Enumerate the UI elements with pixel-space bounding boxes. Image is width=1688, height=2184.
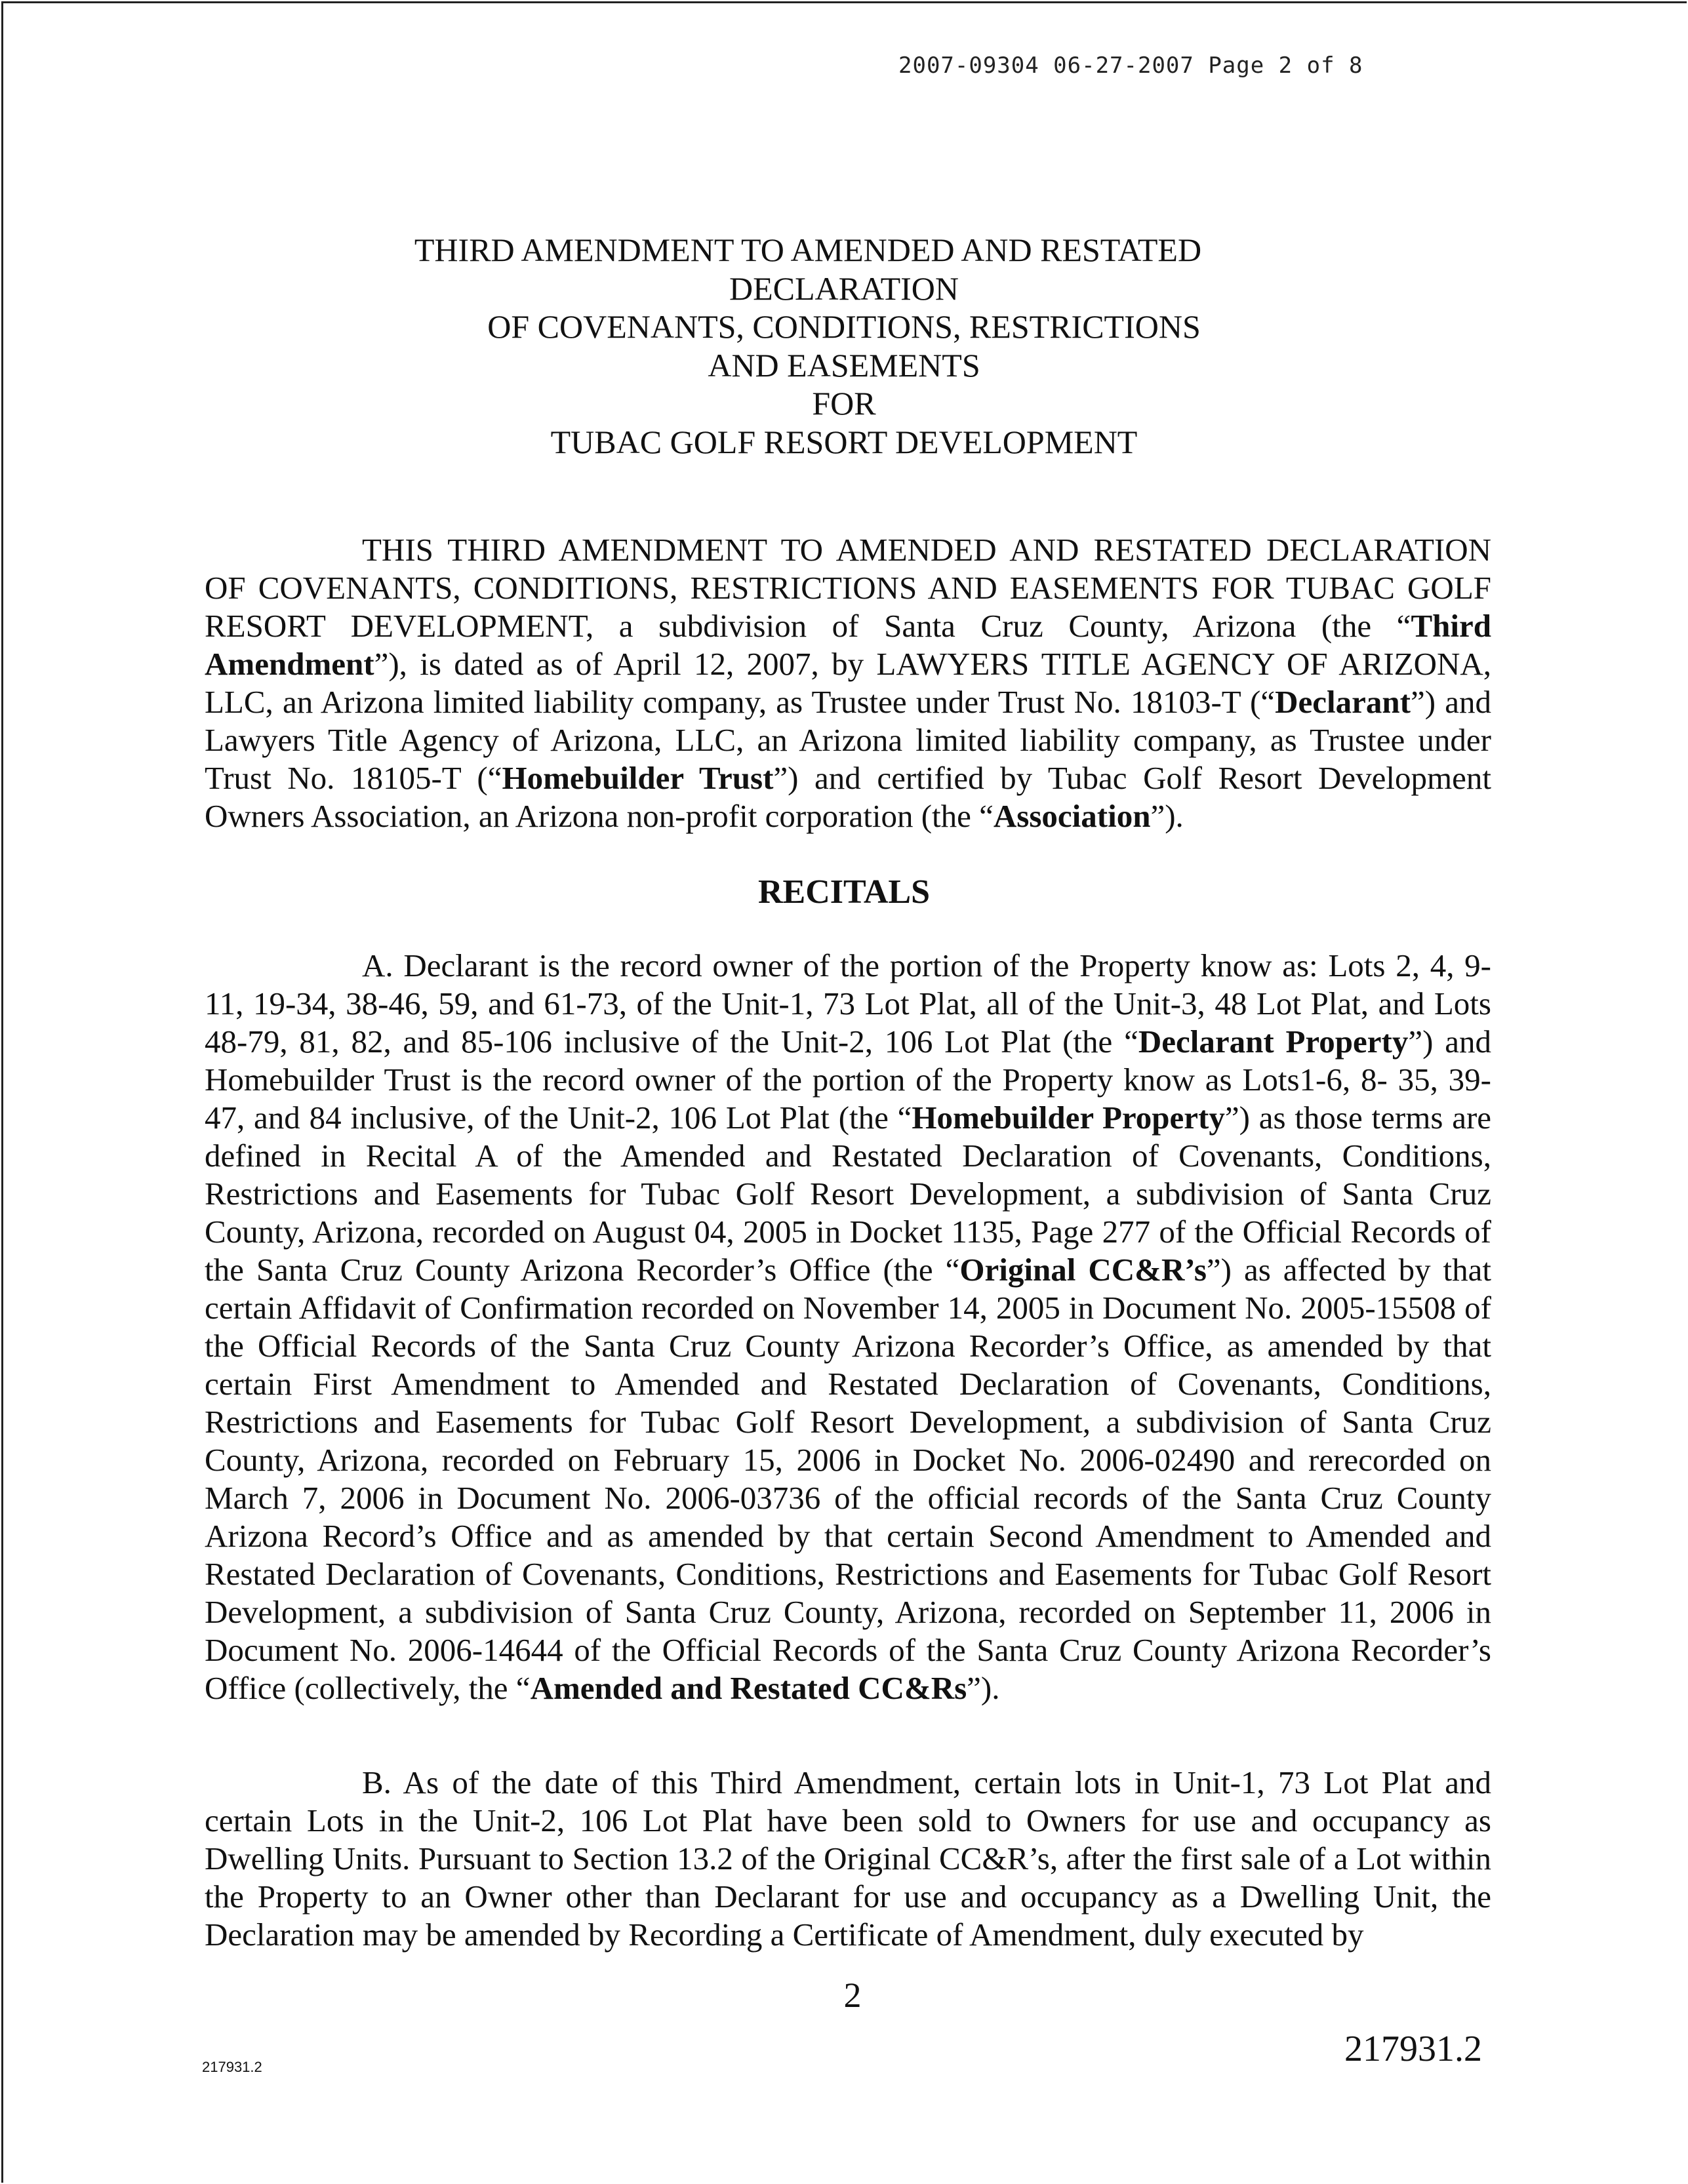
defined-term-homebuilder-trust: Homebuilder Trust (502, 760, 774, 796)
intro-text-5: ”). (1150, 798, 1184, 834)
title-line-3: OF COVENANTS, CONDITIONS, RESTRICTIONS (487, 308, 1201, 345)
intro-text-4: ”) and certified by Tubac Golf Resort Development Owners Association, an Arizona non-profit corporation (the “ (205, 760, 1492, 834)
title-line-5: FOR (812, 385, 876, 422)
title-line-4: AND EASEMENTS (708, 346, 980, 384)
recitals-heading: RECITALS (757, 873, 930, 911)
recital-a-text-3: ”) as those terms are defined in Recital A of the Amended and Restated Declaration of Covenants, Conditions, Restrictions and Easements for Tubac Golf Resort Development, a subdivision of Santa Cruz County, Arizona, recorded on August 04, 2005 in Docket 1135, Page 277 of the Official Records of the Santa Cruz County Arizona Recorder’s Office (the “ (205, 1100, 1492, 1288)
recital-a-text-4: ”) as affected by that certain Affidavit of Confirmation recorded on November 14, 2005 in Document No. 2005-15508 of the Official Records of the Santa Cruz County Arizona Recorder’s Office, as amended by that certain First Amendment to Amended and Restated Declaration of Covenants, Conditions, Restrictions and Easements for Tubac Golf Resort Development, a subdivision of Santa Cruz County, Arizona, recorded on February 15, 2006 in Docket No. 2006-02490 and rerecorded on March 7, 2006 in Document No. 2006-03736 of the official records of the Santa Cruz County Arizona Record’s Office and as amended by that certain Second Amendment to Amended and Restated Declaration of Covenants, Conditions, Restrictions and Easements for Tubac Golf Resort Development, a subdivision of Santa Cruz County, Arizona, recorded on September 11, 2006 in Document No. 2006-14644 of the Official Records of the Santa Cruz County Arizona Recorder’s Office (collectively, the “ (205, 1252, 1492, 1706)
intro-paragraph (205, 531, 1491, 835)
defined-term-homebuilder-property: Homebuilder Property (912, 1100, 1225, 1136)
recital-a-text-2: ”) and Homebuilder Trust is the record owner of the portion of the Property know as Lots1-6, 8- 35, 39-47, and 84 inclusive, of the Unit-2, 106 Lot Plat (the “ (205, 1023, 1491, 1136)
defined-term-third-amendment: Third Amendment (205, 608, 1491, 682)
document-number-small: 217931.2 (202, 2059, 262, 2075)
recital-b-paragraph (205, 1764, 1491, 1954)
document-number-large: 217931.2 (1344, 2029, 1482, 2069)
intro-text-2: ”), is dated as of April 12, 2007, by LAWYERS TITLE AGENCY OF ARIZONA, LLC, an Arizona limited liability company, as Trustee under Trust No. 18103-T (“ (205, 646, 1491, 720)
defined-term-declarant: Declarant (1275, 684, 1411, 720)
document-title (0, 231, 1688, 461)
defined-term-declarant-property: Declarant Property (1138, 1023, 1409, 1060)
intro-text-3: ”) and Lawyers Title Agency of Arizona, LLC, an Arizona limited liability company, as Trustee under Trust No. 18105-T (“ (205, 684, 1491, 796)
recital-a-text-1: A. Declarant is the record owner of the portion of the Property know as: Lots 2, 4, 9-11, 19-34, 38-46, 59, and 61-73, of the Unit-1, 73 Lot Plat, all of the Unit-3, 48 Lot Plat, and Lots 48-79, 81, 82, and 85-106 inclusive of the Unit-2, 106 Lot Plat (the “ (205, 947, 1491, 1060)
title-line-6: TUBAC GOLF RESORT DEVELOPMENT (550, 423, 1138, 460)
recital-a-paragraph (205, 947, 1491, 1707)
recital-a-text-5: ”). (967, 1670, 1000, 1706)
defined-term-original-ccrs: Original CC&R’s (959, 1252, 1207, 1288)
title-line-1: THIRD AMENDMENT TO AMENDED AND RESTATED (414, 231, 1202, 268)
title-line-2: DECLARATION (729, 269, 959, 307)
defined-term-association: Association (993, 798, 1151, 834)
intro-text-1: THIS THIRD AMENDMENT TO AMENDED AND RESTATED DECLARATION OF COVENANTS, CONDITIONS, RESTRICTIONS AND EASEMENTS FOR TUBAC GOLF RESORT DEVELOPMENT, a subdivision of Santa Cruz County, Arizona (the “ (205, 532, 1491, 644)
recording-stamp: 2007-09304 06-27-2007 Page 2 of 8 (898, 52, 1363, 79)
defined-term-amended-restated-ccrs: Amended and Restated CC&Rs (530, 1670, 967, 1706)
recital-b-text-1: B. As of the date of this Third Amendment, certain lots in Unit-1, 73 Lot Plat and certain Lots in the Unit-2, 106 Lot Plat have been sold to Owners for use and occupancy as Dwelling Units. Pursuant to Section 13.2 of the Original CC&R’s, after the first sale of a Lot within the Property to an Owner other than Declarant for use and occupancy as a Dwelling Unit, the Declaration may be amended by Recording a Certificate of Amendment, duly executed by (205, 1764, 1491, 1953)
page-number: 2 (843, 1976, 862, 2015)
